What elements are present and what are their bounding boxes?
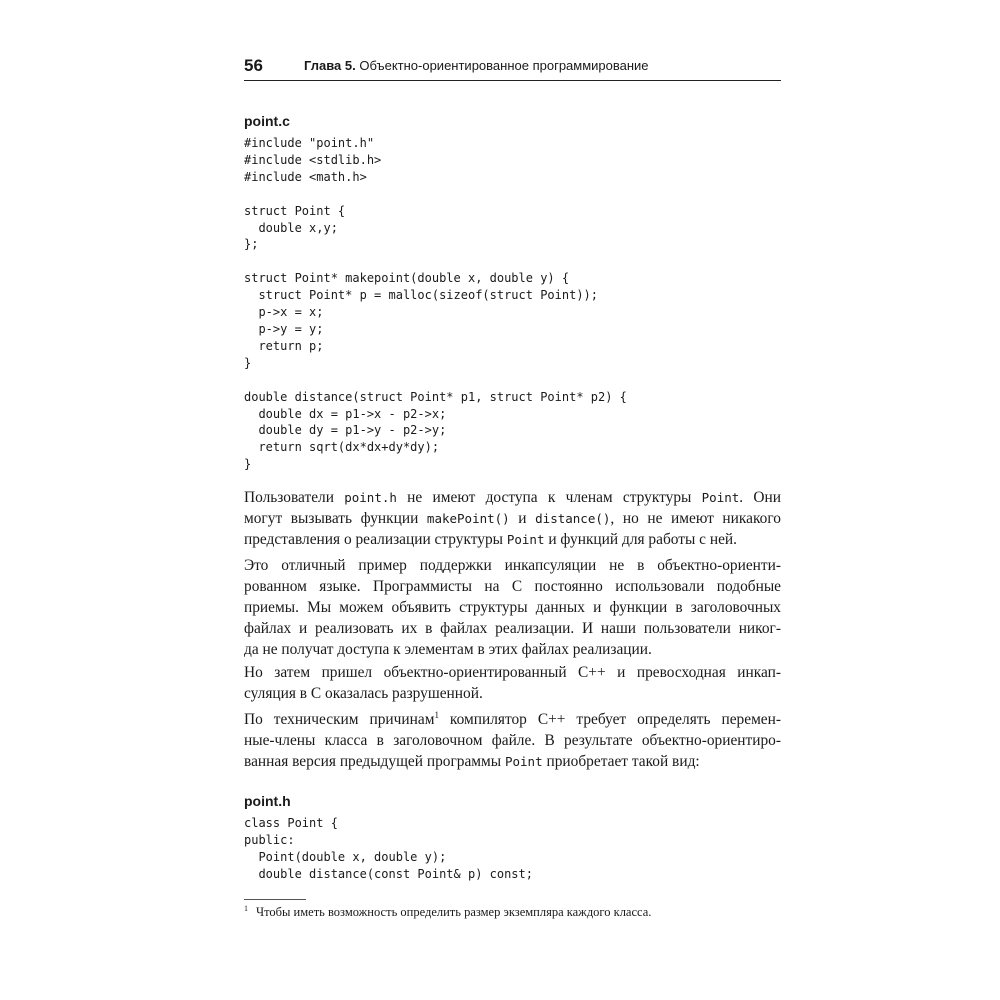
paragraph-4-line-1 [244,710,781,731]
page-number: 56 [244,56,263,75]
paragraph-2-line-5: да не получат доступа к элементам в этих файлах реализации. [244,640,652,658]
text: компилятор С++ требует определять перемен- [438,711,781,728]
inline-code: Point [506,531,545,547]
paragraph-1-line-3 [244,530,781,551]
footnote-text: Чтобы иметь возможность определить размер экземпляра каждого класса. [256,905,652,920]
running-header [244,56,781,81]
paragraph-1-line-1 [244,488,781,509]
paragraph-3-line-2: суляция в С оказалась разрушенной. [244,684,483,702]
inline-code: Point [504,753,543,769]
code-listing-point-c: #include "point.h" #include <stdlib.h> #include <math.h> struct Point { double x,y; }; struct Point* makepoint(double x, double y) { struct Point* p = malloc(sizeof(struct Point)); p->x = x; p->y = y; return p; } double distance(struct Point* p1, struct Point* p2) { double dx = p1->x - p2->x; double dy = p1->y - p2->y; return sqrt(dx*dx+dy*dy); } [244,136,627,472]
paragraph-2-line-3: приемы. Мы можем объявить структуры данных и функции в заголовочных [244,598,781,616]
text: не имеют доступа к членам структуры [396,489,702,506]
inline-code: distance() [535,510,611,526]
inline-code: point.h [344,490,397,505]
chapter-heading [304,58,649,73]
text: и функций для работы с ней. [544,530,738,548]
paragraph-1-line-2 [244,509,781,530]
text: По техническим причинам [244,711,435,728]
paragraph-2-line-4: файлах и реализовать их в файлах реализации. И наши пользователи никог- [244,619,781,637]
inline-code: Point [701,490,740,505]
paragraph-4-line-3 [244,752,781,773]
code-listing-point-h: class Point { public: Point(double x, double y); double distance(const Point& p) const; [244,816,533,881]
paragraph-1 [244,488,781,551]
text: , но не имеют никакого [610,509,781,527]
paragraph-2 [244,556,781,661]
footnote-reference: 1 [434,709,439,720]
footnote-divider [244,899,306,900]
listing-title-point-h: point.h [244,793,291,809]
paragraph-2-line-1: Это отличный пример поддержки инкапсуляции не в объектно-ориенти- [244,557,781,574]
text: ванная версия предыдущей программы [244,752,505,770]
text: могут вызывать функции [244,509,427,527]
chapter-label: Глава 5. [304,58,356,73]
paragraph-3-line-1: Но затем пришел объектно-ориентированный С++ и превосходная инкап- [244,664,781,681]
listing-title-point-c: point.c [244,113,290,129]
text: представления о реализации структуры [244,530,507,548]
inline-code: makePoint() [426,510,510,526]
text: приобретает такой вид: [542,752,700,770]
paragraph-3 [244,663,781,705]
paragraph-4 [244,710,781,773]
footnote-mark: 1 [244,904,248,913]
footnote [244,904,651,920]
book-page [244,0,781,1000]
paragraph-2-line-2: рованном языке. Программисты на С постоянно использовали подобные [244,577,781,595]
chapter-title: Объектно-ориентированное программирование [359,58,649,73]
paragraph-4-line-2: ные-члены класса в заголовочном файле. В результате объектно-ориентиро- [244,731,781,749]
text: Пользователи [244,489,345,506]
text: и [509,509,536,527]
text: . Они [739,489,781,506]
